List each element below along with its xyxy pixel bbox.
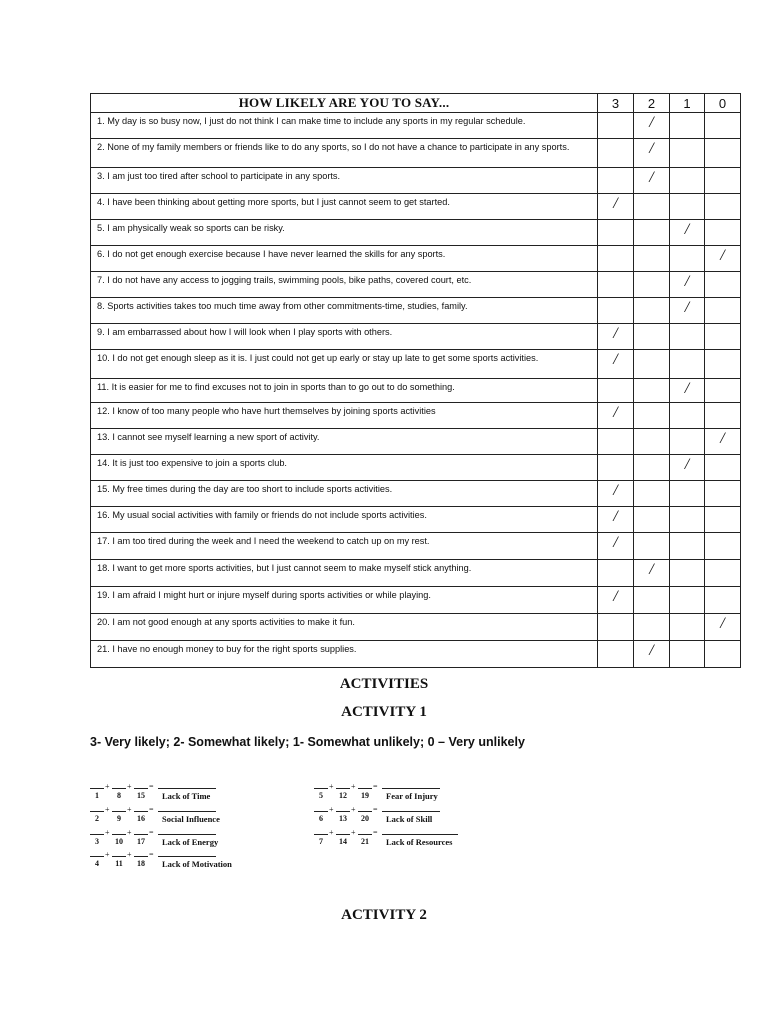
rating-cell-0 bbox=[705, 324, 741, 350]
rating-cell-3 bbox=[598, 272, 634, 298]
rating-cell-1 bbox=[670, 350, 705, 379]
score-blank[interactable] bbox=[314, 788, 328, 789]
rating-cell-1 bbox=[670, 481, 705, 507]
item-number: 7 bbox=[319, 837, 323, 846]
score-blank[interactable] bbox=[112, 788, 126, 789]
total-blank[interactable] bbox=[158, 788, 216, 789]
rating-cell-2 bbox=[634, 194, 670, 220]
survey-question: 1. My day is so busy now, I just do not think I can make time to include any sports in my regular schedule. bbox=[91, 113, 598, 139]
survey-row bbox=[91, 220, 741, 246]
survey-question: 18. I want to get more sports activities, but I just cannot seem to make myself stick anything. bbox=[91, 560, 598, 587]
barrier-label: Lack of Motivation bbox=[162, 859, 232, 869]
rating-cell-3 bbox=[598, 560, 634, 587]
score-blank[interactable] bbox=[134, 788, 148, 789]
survey-header-row bbox=[91, 94, 741, 113]
survey-question: 15. My free times during the day are too short to include sports activities. bbox=[91, 481, 598, 507]
item-number: 1 bbox=[95, 791, 99, 800]
rating-cell-1 bbox=[670, 324, 705, 350]
item-number: 18 bbox=[137, 859, 145, 868]
total-blank[interactable] bbox=[158, 811, 216, 812]
item-number: 14 bbox=[339, 837, 347, 846]
check-mark: / bbox=[649, 642, 654, 659]
plus-sign: + bbox=[105, 782, 110, 791]
survey-row bbox=[91, 324, 741, 350]
survey-row bbox=[91, 194, 741, 220]
rating-cell-1 bbox=[670, 194, 705, 220]
item-number: 17 bbox=[137, 837, 145, 846]
rating-cell-2 bbox=[634, 168, 670, 194]
score-blank[interactable] bbox=[358, 811, 372, 812]
survey-row bbox=[91, 246, 741, 272]
equals-sign: = bbox=[373, 828, 378, 837]
check-mark: / bbox=[649, 114, 654, 131]
rating-cell-0 bbox=[705, 246, 741, 272]
plus-sign: + bbox=[329, 805, 334, 814]
check-mark: / bbox=[613, 195, 618, 212]
equals-sign: = bbox=[149, 782, 154, 791]
check-mark: / bbox=[613, 351, 618, 368]
rating-cell-2 bbox=[634, 246, 670, 272]
rating-cell-2 bbox=[634, 641, 670, 668]
item-number: 5 bbox=[319, 791, 323, 800]
rating-cell-3 bbox=[598, 194, 634, 220]
survey-row bbox=[91, 455, 741, 481]
barrier-label: Lack of Resources bbox=[386, 837, 453, 847]
item-number: 4 bbox=[95, 859, 99, 868]
survey-row bbox=[91, 298, 741, 324]
rating-cell-1 bbox=[670, 139, 705, 168]
check-mark: / bbox=[613, 534, 618, 551]
check-mark: / bbox=[684, 221, 690, 238]
rating-cell-0 bbox=[705, 298, 741, 324]
rating-cell-3 bbox=[598, 429, 634, 455]
survey-question: 6. I do not get enough exercise because I have never learned the skills for any sports. bbox=[91, 246, 598, 272]
survey-row bbox=[91, 587, 741, 614]
rating-cell-2 bbox=[634, 614, 670, 641]
equals-sign: = bbox=[149, 828, 154, 837]
survey-row bbox=[91, 481, 741, 507]
rating-cell-2 bbox=[634, 350, 670, 379]
item-number: 21 bbox=[361, 837, 369, 846]
activity-1-title: ACTIVITY 1 bbox=[341, 704, 427, 720]
survey-row bbox=[91, 113, 741, 139]
survey-question: 10. I do not get enough sleep as it is. I just could not get up early or stay up late to get some sports activities. bbox=[91, 350, 598, 379]
rating-cell-0 bbox=[705, 455, 741, 481]
plus-sign: + bbox=[329, 828, 334, 837]
activities-title: ACTIVITIES bbox=[339, 676, 429, 692]
rating-cell-0 bbox=[705, 507, 741, 533]
survey-row bbox=[91, 429, 741, 455]
item-number: 2 bbox=[95, 814, 99, 823]
rating-legend: 3- Very likely; 2- Somewhat likely; 1- Somewhat unlikely; 0 – Very unlikely bbox=[90, 735, 525, 749]
rating-cell-0 bbox=[705, 220, 741, 246]
equals-sign: = bbox=[373, 782, 378, 791]
plus-sign: + bbox=[127, 828, 132, 837]
total-blank[interactable] bbox=[158, 834, 216, 835]
rating-cell-3 bbox=[598, 455, 634, 481]
rating-cell-0 bbox=[705, 272, 741, 298]
rating-cell-0 bbox=[705, 113, 741, 139]
score-blank[interactable] bbox=[314, 811, 328, 812]
score-blank[interactable] bbox=[112, 811, 126, 812]
equals-sign: = bbox=[149, 805, 154, 814]
scale-0-header: 0 bbox=[705, 94, 741, 113]
survey-row bbox=[91, 272, 741, 298]
rating-cell-3 bbox=[598, 246, 634, 272]
rating-cell-3 bbox=[598, 139, 634, 168]
survey-header: HOW LIKELY ARE YOU TO SAY... bbox=[91, 94, 598, 113]
survey-row bbox=[91, 379, 741, 403]
survey-question: 21. I have no enough money to buy for the right sports supplies. bbox=[91, 641, 598, 668]
plus-sign: + bbox=[351, 782, 356, 791]
rating-cell-2 bbox=[634, 455, 670, 481]
check-mark: / bbox=[684, 299, 690, 316]
rating-cell-3 bbox=[598, 641, 634, 668]
check-mark: / bbox=[613, 508, 618, 525]
rating-cell-0 bbox=[705, 641, 741, 668]
rating-cell-0 bbox=[705, 403, 741, 429]
item-number: 3 bbox=[95, 837, 99, 846]
check-mark: / bbox=[720, 430, 725, 447]
plus-sign: + bbox=[105, 850, 110, 859]
rating-cell-3 bbox=[598, 614, 634, 641]
survey-question: 16. My usual social activities with family or friends do not include sports activities. bbox=[91, 507, 598, 533]
rating-cell-2 bbox=[634, 533, 670, 560]
score-blank[interactable] bbox=[336, 788, 350, 789]
survey-question: 8. Sports activities takes too much time away from other commitments-time, studies, family. bbox=[91, 298, 598, 324]
score-blank[interactable] bbox=[358, 834, 372, 835]
rating-cell-0 bbox=[705, 350, 741, 379]
survey-question: 9. I am embarrassed about how I will look when I play sports with others. bbox=[91, 324, 598, 350]
score-blank[interactable] bbox=[336, 811, 350, 812]
score-blank[interactable] bbox=[358, 788, 372, 789]
rating-cell-2 bbox=[634, 587, 670, 614]
rating-cell-1 bbox=[670, 429, 705, 455]
score-blank[interactable] bbox=[134, 834, 148, 835]
rating-cell-2 bbox=[634, 113, 670, 139]
survey-question: 14. It is just too expensive to join a sports club. bbox=[91, 455, 598, 481]
rating-cell-0 bbox=[705, 429, 741, 455]
survey-question: 2. None of my family members or friends like to do any sports, so I do not have a chance to participate in any sports. bbox=[91, 139, 598, 168]
survey-body bbox=[91, 113, 741, 668]
check-mark: / bbox=[613, 404, 618, 421]
survey-question: 13. I cannot see myself learning a new sport of activity. bbox=[91, 429, 598, 455]
check-mark: / bbox=[720, 615, 725, 632]
score-blank[interactable] bbox=[134, 811, 148, 812]
score-blank[interactable] bbox=[314, 834, 328, 835]
survey-table bbox=[90, 93, 741, 668]
rating-cell-1 bbox=[670, 641, 705, 668]
rating-cell-3 bbox=[598, 481, 634, 507]
rating-cell-1 bbox=[670, 560, 705, 587]
plus-sign: + bbox=[127, 850, 132, 859]
score-blank[interactable] bbox=[90, 788, 104, 789]
item-number: 19 bbox=[361, 791, 369, 800]
survey-row bbox=[91, 507, 741, 533]
check-mark: / bbox=[684, 380, 690, 397]
item-number: 13 bbox=[339, 814, 347, 823]
check-mark: / bbox=[684, 456, 690, 473]
check-mark: / bbox=[613, 588, 618, 605]
check-mark: / bbox=[649, 561, 654, 578]
survey-row bbox=[91, 614, 741, 641]
rating-cell-2 bbox=[634, 379, 670, 403]
check-mark: / bbox=[649, 140, 654, 157]
rating-cell-3 bbox=[598, 113, 634, 139]
scale-2-header: 2 bbox=[634, 94, 670, 113]
barrier-label: Social Influence bbox=[162, 814, 220, 824]
rating-cell-2 bbox=[634, 507, 670, 533]
item-number: 6 bbox=[319, 814, 323, 823]
item-number: 11 bbox=[115, 859, 123, 868]
rating-cell-3 bbox=[598, 379, 634, 403]
item-number: 15 bbox=[137, 791, 145, 800]
equals-sign: = bbox=[373, 805, 378, 814]
survey-row bbox=[91, 168, 741, 194]
score-blank[interactable] bbox=[134, 856, 148, 857]
barrier-label: Lack of Energy bbox=[162, 837, 219, 847]
check-mark: / bbox=[613, 325, 618, 342]
rating-cell-1 bbox=[670, 455, 705, 481]
rating-cell-3 bbox=[598, 350, 634, 379]
check-mark: / bbox=[613, 482, 618, 499]
survey-row bbox=[91, 533, 741, 560]
rating-cell-0 bbox=[705, 194, 741, 220]
plus-sign: + bbox=[329, 782, 334, 791]
item-number: 12 bbox=[339, 791, 347, 800]
score-blank[interactable] bbox=[112, 856, 126, 857]
rating-cell-0 bbox=[705, 481, 741, 507]
score-blank[interactable] bbox=[90, 834, 104, 835]
rating-cell-3 bbox=[598, 324, 634, 350]
rating-cell-1 bbox=[670, 507, 705, 533]
total-blank[interactable] bbox=[158, 856, 216, 857]
rating-cell-1 bbox=[670, 246, 705, 272]
total-blank[interactable] bbox=[382, 788, 440, 789]
rating-cell-0 bbox=[705, 379, 741, 403]
rating-cell-2 bbox=[634, 403, 670, 429]
check-mark: / bbox=[649, 169, 654, 186]
rating-cell-2 bbox=[634, 560, 670, 587]
rating-cell-3 bbox=[598, 298, 634, 324]
rating-cell-2 bbox=[634, 139, 670, 168]
survey-question: 12. I know of too many people who have hurt themselves by joining sports activities bbox=[91, 403, 598, 429]
plus-sign: + bbox=[127, 782, 132, 791]
plus-sign: + bbox=[105, 805, 110, 814]
item-number: 10 bbox=[115, 837, 123, 846]
survey-question: 19. I am afraid I might hurt or injure myself during sports activities or while playing. bbox=[91, 587, 598, 614]
rating-cell-3 bbox=[598, 533, 634, 560]
scale-3-header: 3 bbox=[598, 94, 634, 113]
rating-cell-3 bbox=[598, 168, 634, 194]
rating-cell-1 bbox=[670, 220, 705, 246]
survey-row bbox=[91, 139, 741, 168]
check-mark: / bbox=[684, 273, 690, 290]
rating-cell-2 bbox=[634, 220, 670, 246]
rating-cell-0 bbox=[705, 614, 741, 641]
rating-cell-1 bbox=[670, 403, 705, 429]
rating-cell-1 bbox=[670, 168, 705, 194]
rating-cell-2 bbox=[634, 298, 670, 324]
rating-cell-0 bbox=[705, 587, 741, 614]
score-blank[interactable] bbox=[90, 856, 104, 857]
survey-question: 17. I am too tired during the week and I need the weekend to catch up on my rest. bbox=[91, 533, 598, 560]
rating-cell-3 bbox=[598, 587, 634, 614]
score-blank[interactable] bbox=[90, 811, 104, 812]
rating-cell-2 bbox=[634, 272, 670, 298]
item-number: 20 bbox=[361, 814, 369, 823]
survey-question: 11. It is easier for me to find excuses not to join in sports than to go out to do something. bbox=[91, 379, 598, 403]
rating-cell-3 bbox=[598, 507, 634, 533]
rating-cell-1 bbox=[670, 298, 705, 324]
survey-row bbox=[91, 403, 741, 429]
scale-1-header: 1 bbox=[670, 94, 705, 113]
score-blank[interactable] bbox=[112, 834, 126, 835]
rating-cell-2 bbox=[634, 481, 670, 507]
rating-cell-3 bbox=[598, 220, 634, 246]
rating-cell-0 bbox=[705, 139, 741, 168]
survey-question: 5. I am physically weak so sports can be risky. bbox=[91, 220, 598, 246]
total-blank[interactable] bbox=[382, 811, 440, 812]
rating-cell-0 bbox=[705, 560, 741, 587]
rating-cell-0 bbox=[705, 533, 741, 560]
rating-cell-2 bbox=[634, 429, 670, 455]
rating-cell-1 bbox=[670, 379, 705, 403]
rating-cell-1 bbox=[670, 533, 705, 560]
barrier-label: Lack of Time bbox=[162, 791, 211, 801]
score-blank[interactable] bbox=[336, 834, 350, 835]
rating-cell-1 bbox=[670, 587, 705, 614]
barrier-label: Lack of Skill bbox=[386, 814, 433, 824]
rating-cell-2 bbox=[634, 324, 670, 350]
rating-cell-1 bbox=[670, 614, 705, 641]
equals-sign: = bbox=[149, 850, 154, 859]
check-mark: / bbox=[720, 247, 725, 264]
survey-row bbox=[91, 560, 741, 587]
survey-question: 20. I am not good enough at any sports activities to make it fun. bbox=[91, 614, 598, 641]
rating-cell-1 bbox=[670, 272, 705, 298]
plus-sign: + bbox=[127, 805, 132, 814]
survey-row bbox=[91, 641, 741, 668]
total-blank[interactable] bbox=[382, 834, 458, 835]
barrier-label: Fear of Injury bbox=[386, 791, 438, 801]
rating-cell-1 bbox=[670, 113, 705, 139]
survey-row bbox=[91, 350, 741, 379]
activity-2-title: ACTIVITY 2 bbox=[341, 907, 427, 923]
survey-question: 3. I am just too tired after school to participate in any sports. bbox=[91, 168, 598, 194]
survey-question: 7. I do not have any access to jogging trails, swimming pools, bike paths, covered court, etc. bbox=[91, 272, 598, 298]
item-number: 9 bbox=[117, 814, 121, 823]
survey-question: 4. I have been thinking about getting more sports, but I just cannot seem to get started. bbox=[91, 194, 598, 220]
item-number: 16 bbox=[137, 814, 145, 823]
plus-sign: + bbox=[351, 805, 356, 814]
item-number: 8 bbox=[117, 791, 121, 800]
rating-cell-3 bbox=[598, 403, 634, 429]
plus-sign: + bbox=[351, 828, 356, 837]
rating-cell-0 bbox=[705, 168, 741, 194]
plus-sign: + bbox=[105, 828, 110, 837]
